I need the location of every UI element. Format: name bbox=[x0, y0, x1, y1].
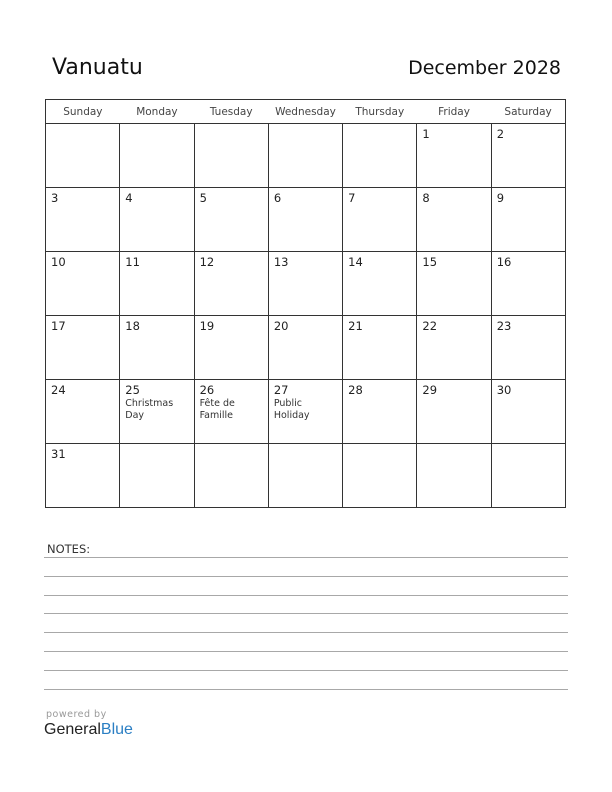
day-cell[interactable] bbox=[491, 252, 565, 316]
day-number: 3 bbox=[51, 191, 59, 205]
country-title: Vanuatu bbox=[52, 55, 143, 80]
day-number: 30 bbox=[496, 383, 512, 397]
powered-by-text: powered by bbox=[46, 709, 107, 720]
day-cell[interactable] bbox=[46, 124, 120, 188]
day-number: 22 bbox=[422, 319, 438, 333]
day-number: 16 bbox=[496, 255, 512, 269]
day-cell[interactable] bbox=[417, 252, 491, 316]
day-cell[interactable] bbox=[120, 188, 194, 252]
day-cell[interactable] bbox=[417, 124, 491, 188]
notes-line bbox=[44, 595, 568, 596]
day-number: 7 bbox=[348, 191, 356, 205]
day-number: 21 bbox=[348, 319, 363, 333]
day-number: 6 bbox=[273, 191, 282, 205]
week-row bbox=[46, 252, 566, 316]
day-number: 27 bbox=[273, 383, 289, 397]
notes-line bbox=[44, 613, 568, 614]
day-cell[interactable] bbox=[268, 124, 342, 188]
day-cell[interactable] bbox=[343, 252, 417, 316]
weekday-header-row bbox=[46, 100, 566, 124]
day-number: 8 bbox=[422, 191, 430, 205]
day-cell[interactable] bbox=[120, 316, 194, 380]
day-number: 14 bbox=[348, 255, 363, 269]
day-number: 15 bbox=[422, 255, 438, 269]
day-cell[interactable] bbox=[268, 444, 342, 508]
brand-general: General bbox=[44, 721, 101, 738]
day-cell[interactable] bbox=[120, 380, 194, 444]
day-cell[interactable] bbox=[268, 252, 342, 316]
holiday-label: Public Holiday bbox=[273, 398, 310, 421]
day-number: 13 bbox=[273, 255, 289, 269]
notes-line bbox=[44, 576, 568, 577]
day-cell[interactable] bbox=[491, 380, 565, 444]
day-cell[interactable] bbox=[491, 316, 565, 380]
day-number: 29 bbox=[422, 383, 438, 397]
day-number: 24 bbox=[51, 383, 66, 397]
day-cell[interactable] bbox=[46, 316, 120, 380]
day-cell[interactable] bbox=[417, 188, 491, 252]
notes-line bbox=[44, 651, 568, 652]
month-year-title: December 2028 bbox=[408, 57, 561, 79]
day-cell[interactable] bbox=[343, 316, 417, 380]
day-cell[interactable] bbox=[343, 380, 417, 444]
day-number: 10 bbox=[51, 255, 66, 269]
day-cell[interactable] bbox=[46, 444, 120, 508]
day-cell[interactable] bbox=[491, 444, 565, 508]
calendar-grid bbox=[45, 99, 566, 508]
day-number: 28 bbox=[348, 383, 363, 397]
day-cell[interactable] bbox=[417, 380, 491, 444]
weekday-friday: Friday bbox=[417, 100, 491, 124]
day-cell[interactable] bbox=[46, 252, 120, 316]
weekday-tuesday: Tuesday bbox=[194, 100, 268, 124]
day-number: 25 bbox=[125, 383, 140, 397]
day-number: 18 bbox=[125, 319, 140, 333]
day-cell[interactable] bbox=[194, 316, 268, 380]
day-cell[interactable] bbox=[268, 188, 342, 252]
holiday-label: Christmas Day bbox=[125, 398, 174, 421]
day-cell[interactable] bbox=[194, 124, 268, 188]
day-number: 1 bbox=[422, 127, 430, 141]
week-row bbox=[46, 380, 566, 444]
day-cell[interactable] bbox=[194, 252, 268, 316]
weekday-saturday: Saturday bbox=[491, 100, 565, 124]
day-cell[interactable] bbox=[268, 316, 342, 380]
day-number: 19 bbox=[199, 319, 215, 333]
day-number: 26 bbox=[199, 383, 215, 397]
notes-line bbox=[44, 689, 568, 690]
calendar-body bbox=[46, 124, 566, 508]
day-cell[interactable] bbox=[120, 124, 194, 188]
notes-label: NOTES: bbox=[47, 542, 91, 556]
notes-line bbox=[44, 557, 568, 558]
day-number: 17 bbox=[51, 319, 66, 333]
day-number: 4 bbox=[125, 191, 133, 205]
weekday-monday: Monday bbox=[120, 100, 194, 124]
day-cell[interactable] bbox=[491, 188, 565, 252]
week-row bbox=[46, 316, 566, 380]
day-number: 5 bbox=[199, 191, 207, 205]
day-cell[interactable] bbox=[268, 380, 342, 444]
day-cell[interactable] bbox=[120, 444, 194, 508]
day-cell[interactable] bbox=[194, 444, 268, 508]
notes-line bbox=[44, 670, 568, 671]
day-number: 11 bbox=[125, 255, 140, 269]
day-cell[interactable] bbox=[491, 124, 565, 188]
generalblue-logo[interactable] bbox=[44, 721, 133, 739]
day-number: 23 bbox=[496, 319, 512, 333]
day-cell[interactable] bbox=[120, 252, 194, 316]
day-cell[interactable] bbox=[343, 124, 417, 188]
weekday-thursday: Thursday bbox=[343, 100, 417, 124]
brand-blue: Blue bbox=[100, 721, 133, 738]
day-cell[interactable] bbox=[417, 316, 491, 380]
day-cell[interactable] bbox=[46, 380, 120, 444]
week-row bbox=[46, 188, 566, 252]
week-row bbox=[46, 444, 566, 508]
day-number: 2 bbox=[496, 127, 505, 141]
weekday-sunday: Sunday bbox=[46, 100, 120, 124]
day-cell[interactable] bbox=[417, 444, 491, 508]
holiday-label: Fête de Famille bbox=[199, 398, 235, 421]
day-cell[interactable] bbox=[194, 380, 268, 444]
day-number: 12 bbox=[199, 255, 215, 269]
day-cell[interactable] bbox=[46, 188, 120, 252]
day-number: 9 bbox=[496, 191, 505, 205]
notes-line bbox=[44, 632, 568, 633]
day-cell[interactable] bbox=[194, 188, 268, 252]
day-cell[interactable] bbox=[343, 444, 417, 508]
week-row bbox=[46, 124, 566, 188]
day-number: 20 bbox=[273, 319, 289, 333]
weekday-wednesday: Wednesday bbox=[268, 100, 342, 124]
day-number: 31 bbox=[51, 447, 66, 461]
day-cell[interactable] bbox=[343, 188, 417, 252]
